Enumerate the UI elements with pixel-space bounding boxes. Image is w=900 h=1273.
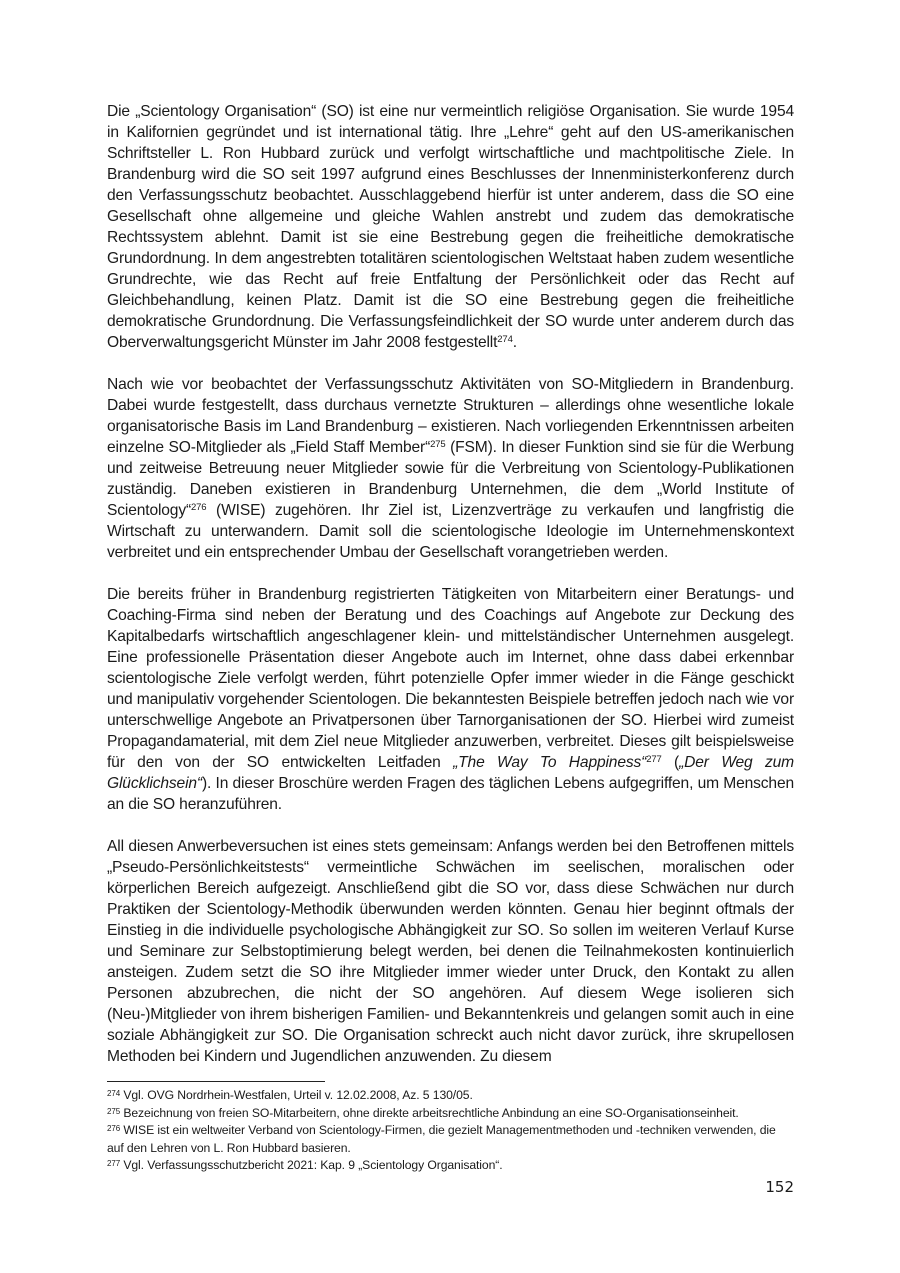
footnote-text: WISE ist ein weltweiter Verband von Scientology-Firmen, die gezielt Managementmethoden und -techniken verwenden, die auf den Lehren von L. Ron Hubbard basieren. (107, 1123, 776, 1155)
footnote-number: 275 (107, 1106, 121, 1116)
text-segment: (WISE) zugehören. Ihr Ziel ist, Lizenzverträge zu verkaufen und langfristig die Wirtschaft zu unterwandern. Damit soll die scientologische Ideologie im Unternehmenskontext verbreitet und ein entsprechender Umbau der Gesellschaft vorangetrieben werden. (107, 502, 794, 561)
footnote-number: 277 (107, 1159, 121, 1168)
footnote-reference: 274 (497, 334, 513, 345)
footnote-number: 276 (107, 1124, 121, 1133)
footnote-reference: 277 (646, 754, 662, 765)
footnote-reference: 275 (430, 439, 446, 450)
footnotes (107, 1087, 794, 1175)
text-segment: Die bereits früher in Brandenburg registrierten Tätigkeiten von Mitarbeitern einer Beratungs- und Coaching-Firma sind neben der Beratung und des Coachings auf Angebote zur Deckung des Kapitalbedarfs wirtschaftlich angeschlagener klein- und mittelständischer Unternehmen ausgelegt. Eine professionelle Präsentation dieser Angebote auch im Internet, ohne dass dabei erkennbar scientologische Ziele verfolgt werden, führt potenzielle Opfer immer wieder in die Fänge geschickt und manipulativ vorgehender Scientologen. Die bekanntesten Beispiele betreffen jedoch nach wie vor unterschwellige Angebote an Privatpersonen über Tarnorganisationen der SO. Hierbei wird zumeist Propagandamaterial, mit dem Ziel neue Mitglieder anzuwerben, verbreitet. Dieses gilt beispielsweise für den von der SO entwickelten Leitfaden (107, 586, 794, 771)
body-text (107, 101, 794, 1088)
footnote-reference: 276 (191, 502, 207, 513)
text-segment: ). In dieser Broschüre werden Fragen des täglichen Lebens aufgegriffen, um Menschen an die SO heranzuführen. (107, 775, 794, 813)
page-number: 152 (765, 1178, 794, 1196)
footnote-separator (107, 1081, 325, 1082)
footnote-number: 274 (107, 1089, 121, 1098)
footnote (107, 1105, 794, 1123)
footnote-text: Bezeichnung von freien SO-Mitarbeitern, ohne direkte arbeitsrechtliche Anbindung an eine SO-Organisationseinheit. (120, 1105, 739, 1120)
footnote (107, 1122, 794, 1157)
text-segment: (FSM). In dieser Funktion sind sie für die Werbung und zeitweise Betreuung neuer Mitglieder sowie für die Verbreitung von Scientology-Publikationen zuständig. Daneben existieren in Brandenburg Unternehmen, die dem „World Institute of Scientology“ (107, 439, 794, 519)
paragraph (107, 836, 794, 1067)
text-segment: Die „Scientology Organisation“ (SO) ist eine nur vermeintlich religiöse Organisation. Sie wurde 1954 in Kalifornien gegründet und ist international tätig. Ihre „Lehre“ geht auf den US-amerikanischen Schriftsteller L. Ron Hubbard zurück und verfolgt wirtschaftliche und machtpolitische Ziele. In Brandenburg wird die SO seit 1997 aufgrund eines Beschlusses der Innenministerkonferenz durch den Verfassungsschutz beobachtet. Ausschlaggebend hierfür ist unter anderem, dass die SO eine Gesellschaft ohne allgemeine und gleiche Wahlen anstrebt und zudem das demokratische Rechtssystem ablehnt. Damit ist sie eine Bestrebung gegen die freiheitliche demokratische Grundordnung. In dem angestrebten totalitären scientologischen Weltstaat haben zudem wesentliche Grundrechte, wie das Recht auf freie Entfaltung der Persönlichkeit oder das Recht auf Gleichbehandlung, keinen Platz. Damit ist die SO eine Bestrebung gegen die freiheitliche demokratische Grundordnung. Die Verfassungsfeindlichkeit der SO wurde unter anderem durch das Oberverwaltungsgericht Münster im Jahr 2008 festgestellt (107, 103, 794, 351)
paragraph (107, 101, 794, 353)
text-segment: Nach wie vor beobachtet der Verfassungsschutz Aktivitäten von SO-Mitgliedern in Brandenburg. Dabei wurde festgestellt, dass durchaus vernetzte Strukturen – allerdings ohne wesentliche lokale organisatorische Basis im Land Brandenburg – existieren. Nach vorliegenden Erkenntnissen arbeiten einzelne SO-Mitglieder als „Field Staff Member“ (107, 376, 794, 456)
text-segment: All diesen Anwerbeversuchen ist eines stets gemeinsam: Anfangs werden bei den Betroffenen mittels „Pseudo-Persönlichkeitstests“ vermeintliche Schwächen im seelischen, moralischen oder körperlichen Bereich aufgezeigt. Anschließend gibt die SO vor, dass diese Schwächen nur durch Praktiken der Scientology-Methodik überwunden werden könnten. Genau hier beginnt oftmals der Einstieg in die individuelle psychologische Abhängigkeit zur SO. So sollen im weiteren Verlauf Kurse und Seminare zur Selbstoptimierung belegt werden, bei denen die Teilnahmekosten kontinuierlich ansteigen. Zudem setzt die SO ihre Mitglieder immer wieder unter Druck, den Kontakt zu allen Personen abzubrechen, die nicht der SO angehören. Auf diesem Wege isolieren sich (Neu-)Mitglieder von ihrem bisherigen Familien- und Bekanntenkreis und gelangen somit auch in eine soziale Abhängigkeit zur SO. Die Organisation schreckt auch nicht davor zurück, ihre skrupellosen Methoden bei Kindern und Jugendlichen anzuwenden. Zu diesem (107, 838, 794, 1065)
footnote-text: Vgl. Verfassungsschutzbericht 2021: Kap. 9 „Scientology Organisation“. (120, 1158, 503, 1172)
footnote-text: Vgl. OVG Nordrhein-Westfalen, Urteil v. 12.02.2008, Az. 5 130/05. (120, 1088, 473, 1102)
italic-text: „The Way To Happiness“ (453, 754, 647, 771)
text-segment: . (512, 334, 517, 351)
text-segment: ( (661, 754, 680, 771)
footnote (107, 1157, 794, 1175)
paragraph (107, 584, 794, 815)
footnote (107, 1087, 794, 1105)
paragraph (107, 374, 794, 563)
italic-text: „Der Weg zum Glücklichsein“ (107, 754, 794, 792)
